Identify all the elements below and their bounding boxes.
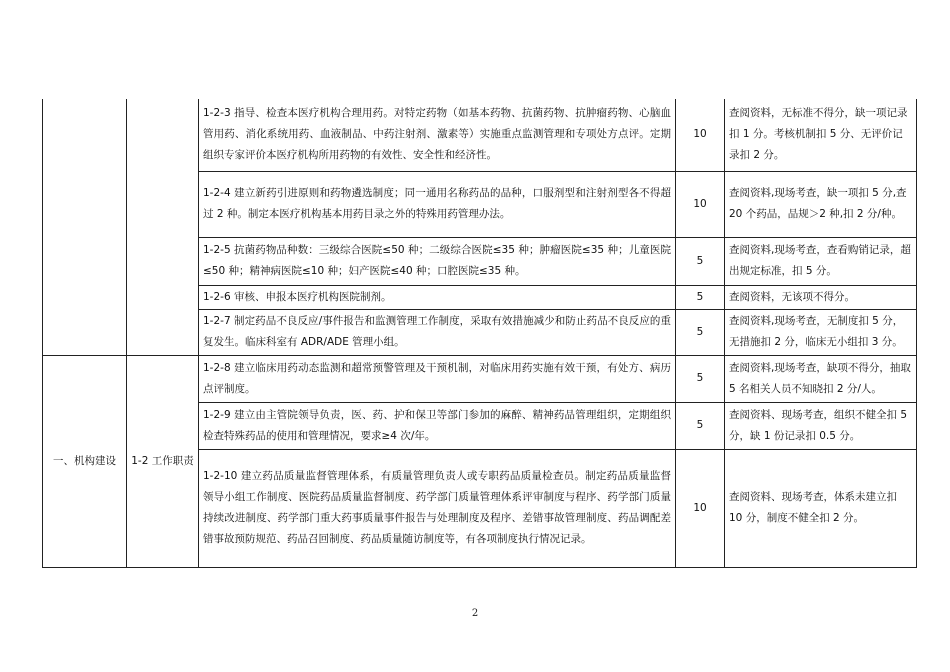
evaluation-table	[42, 99, 917, 568]
item-method: 查阅资料、现场考查，体系未建立扣 10 分，制度不健全扣 2 分。	[725, 449, 917, 567]
item-score: 10	[676, 449, 725, 567]
item-content: 1-2-4 建立新药引进原则和药物遴选制度；同一通用名称药品的品种，口服剂型和注射剂型各不得超过 2 种。制定本医疗机构基本用药目录之外的特殊用药管理办法。	[199, 171, 676, 237]
item-score: 10	[676, 171, 725, 237]
item-score: 5	[676, 285, 725, 309]
subcategory-cell-continued	[127, 99, 199, 355]
table-row	[43, 355, 917, 402]
item-method: 查阅资料,现场考查，查看购销记录，超出规定标准，扣 5 分。	[725, 237, 917, 285]
item-score: 5	[676, 402, 725, 449]
category-cell-continued	[43, 99, 127, 355]
item-score: 10	[676, 99, 725, 171]
item-method: 查阅资料、现场考查，组织不健全扣 5 分，缺 1 份记录扣 0.5 分。	[725, 402, 917, 449]
item-score: 5	[676, 237, 725, 285]
page-number: 2	[471, 608, 479, 619]
item-score: 5	[676, 355, 725, 402]
item-score: 5	[676, 309, 725, 355]
item-content: 1-2-9 建立由主管院领导负责，医、药、护和保卫等部门参加的麻醉、精神药品管理组织，定期组织检查特殊药品的使用和管理情况，要求≥4 次/年。	[199, 402, 676, 449]
item-method: 查阅资料，无标准不得分，缺一项记录扣 1 分。考核机制扣 5 分、无评价记录扣 2 分。	[725, 99, 917, 171]
item-method: 查阅资料,现场考查，缺项不得分，抽取 5 名相关人员不知晓扣 2 分/人。	[725, 355, 917, 402]
category-cell: 一、机构建设	[43, 355, 127, 567]
item-content: 1-2-5 抗菌药物品种数：三级综合医院≤50 种；二级综合医院≤35 种；肿瘤医院≤35 种；儿童医院≤50 种；精神病医院≤10 种；妇产医院≤40 种；口腔医院≤35 种。	[199, 237, 676, 285]
item-method: 查阅资料,现场考查，缺一项扣 5 分,查 20 个药品，品规＞2 种,扣 2 分/种。	[725, 171, 917, 237]
item-content: 1-2-3 指导、检查本医疗机构合理用药。对特定药物（如基本药物、抗菌药物、抗肿瘤药物、心脑血管用药、消化系统用药、血液制品、中药注射剂、激素等）实施重点监测管理和专项处方点评。定期组织专家评价本医疗机构所用药物的有效性、安全性和经济性。	[199, 99, 676, 171]
item-content: 1-2-10 建立药品质量监督管理体系，有质量管理负责人或专职药品质量检查员。制定药品质量监督领导小组工作制度、医院药品质量监督制度、药学部门质量管理体系评审制度与程序、药学部门质量持续改进制度、药学部门重大药事质量事件报告与处理制度及程序、差错事故管理制度、药品调配差错事故预防规范、药品召回制度、药品质量随访制度等，有各项制度执行情况记录。	[199, 449, 676, 567]
item-method: 查阅资料，无该项不得分。	[725, 285, 917, 309]
item-content: 1-2-8 建立临床用药动态监测和超常预警管理及干预机制，对临床用药实施有效干预，有处方、病历点评制度。	[199, 355, 676, 402]
item-content: 1-2-6 审核、申报本医疗机构医院制剂。	[199, 285, 676, 309]
subcategory-cell: 1-2 工作职责	[127, 355, 199, 567]
item-content: 1-2-7 制定药品不良反应/事件报告和监测管理工作制度，采取有效措施减少和防止药品不良反应的重复发生。临床科室有 ADR/ADE 管理小组。	[199, 309, 676, 355]
item-method: 查阅资料,现场考查，无制度扣 5 分，无措施扣 2 分，临床无小组扣 3 分。	[725, 309, 917, 355]
table-row	[43, 99, 917, 171]
